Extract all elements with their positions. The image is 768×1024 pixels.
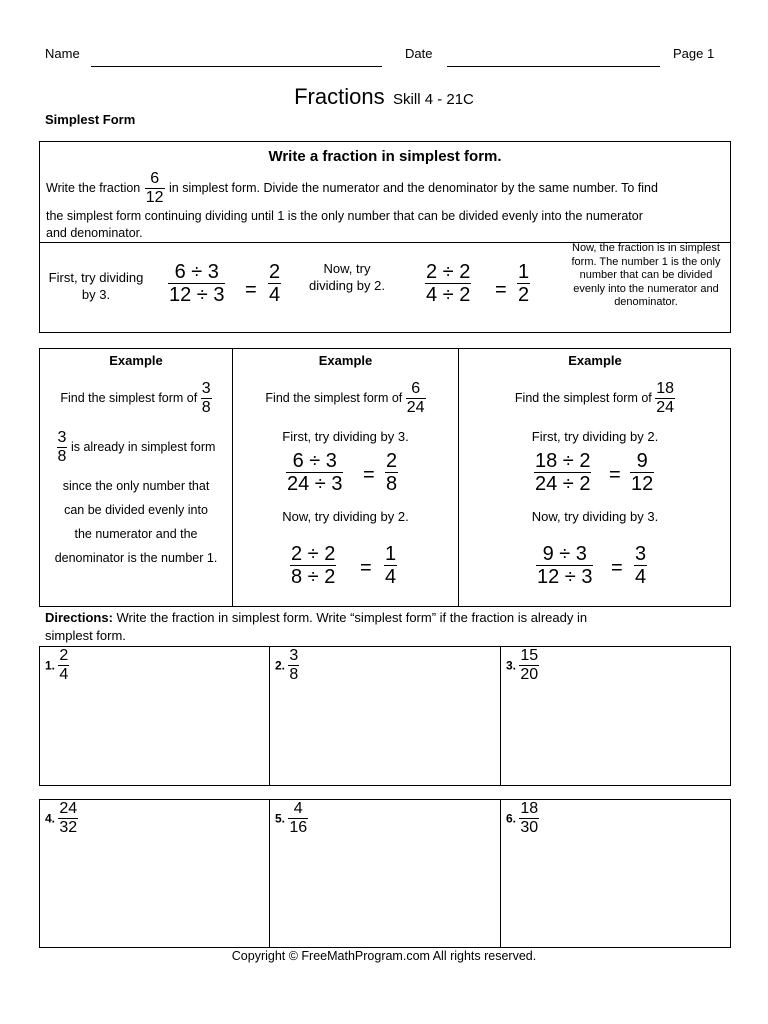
problem-row-1-divider-1 <box>269 647 270 785</box>
footer-copyright: Copyright © FreeMathProgram.com All rights reserved. <box>231 949 537 963</box>
intro-box <box>39 141 731 333</box>
example-2-step2-label: Now, try dividing by 2. <box>282 509 409 524</box>
intro-step1-label: First, try dividing by 3. <box>48 270 144 302</box>
problem-4[interactable]: 4. $\frac{24}{32}$ <box>45 800 78 836</box>
problem-row-1 <box>39 646 731 786</box>
example-3-prompt: Find the simplest form of $\frac{18}{24}$ <box>514 380 675 416</box>
directions <box>45 609 735 645</box>
intro-fraction: $\frac{6}{12}$ <box>145 170 164 206</box>
problem-row-2-divider-1 <box>269 800 270 947</box>
example-1 <box>40 349 232 565</box>
example-3-step1-equals: = <box>609 464 621 486</box>
intro-step2-result: $\frac{1}{2}$ <box>518 261 530 306</box>
problem-1[interactable]: 1. $\frac{2}{4}$ <box>45 647 69 683</box>
problem-3[interactable]: 3. $\frac{15}{20}$ <box>506 647 539 683</box>
example-1-line1: since the only number that <box>62 479 210 493</box>
intro-text-line1: Write the fraction $\frac{6}{12}$ in simplest form. Divide the numerator and the denominator by the same number. To find <box>46 170 658 206</box>
directions-text: Write the fraction in simplest form. Write “simplest form” if the fraction is already in <box>112 610 588 625</box>
example-2-step2-equals: = <box>360 557 372 579</box>
example-2-step2-fraction: $\frac{2 \div 2}{8 \div 2}$ <box>291 543 336 588</box>
example-2 <box>233 349 458 416</box>
page-title <box>0 84 768 110</box>
example-1-line4: denominator is the number 1. <box>54 551 218 565</box>
example-2-step1-label: First, try dividing by 3. <box>282 429 409 444</box>
intro-step2-equals: = <box>495 279 507 301</box>
date-field[interactable] <box>447 66 660 67</box>
intro-step1-equals: = <box>245 279 257 301</box>
intro-step1-result: $\frac{2}{4}$ <box>269 261 281 306</box>
example-3-step1-result: $\frac{9}{12}$ <box>631 450 654 495</box>
example-1-prompt: Find the simplest form of $\frac{3}{8}$ <box>60 380 211 416</box>
example-3-step2-result: $\frac{3}{4}$ <box>635 543 647 588</box>
example-1-heading: Example <box>109 353 163 368</box>
problem-5[interactable]: 5. $\frac{4}{16}$ <box>275 800 308 836</box>
intro-step1-fraction: $\frac{6 \div 3}{12 \div 3}$ <box>169 261 225 306</box>
problem-row-2 <box>39 799 731 948</box>
example-2-prompt: Find the simplest form of $\frac{6}{24}$ <box>265 380 425 416</box>
example-2-step1-equals: = <box>363 464 375 486</box>
intro-step2-label: Now, try dividing by 2. <box>309 261 385 293</box>
example-2-step1-fraction: $\frac{6 \div 3}{24 \div 3}$ <box>287 450 343 495</box>
title-main: Fractions <box>294 84 385 109</box>
example-1-line2: can be divided evenly into <box>64 503 208 517</box>
example-1-already: $\frac{3}{8}$ is already in simplest form <box>57 429 216 465</box>
page-label: Page 1 <box>673 46 715 61</box>
example-3-step1-fraction: $\frac{18 \div 2}{24 \div 2}$ <box>535 450 591 495</box>
problem-row-1-divider-2 <box>500 647 501 785</box>
intro-heading: Write a fraction in simplest form. <box>268 148 502 165</box>
example-2-step1-result: $\frac{2}{8}$ <box>386 450 398 495</box>
name-label: Name <box>45 46 80 61</box>
example-3-heading: Example <box>568 353 622 368</box>
directions-text-2: simplest form. <box>45 628 126 643</box>
example-3-step2-equals: = <box>611 557 623 579</box>
date-label: Date <box>405 46 433 61</box>
problem-row-2-divider-2 <box>500 800 501 947</box>
example-3-step2-label: Now, try dividing by 3. <box>531 509 659 524</box>
intro-text-line3: and denominator. <box>46 226 143 240</box>
intro-text-line2: the simplest form continuing dividing until 1 is the only number that can be divided evenly into the numerator <box>46 209 643 223</box>
example-1-line3: the numerator and the <box>74 527 198 541</box>
intro-note: Now, the fraction is in simplest form. The number 1 is the only number that can be divided evenly into the numerator and denominator. <box>571 242 721 308</box>
directions-label: Directions: <box>45 610 113 625</box>
examples-box <box>39 348 731 607</box>
intro-step2-fraction: $\frac{2 \div 2}{4 \div 2}$ <box>426 261 471 306</box>
problem-2[interactable]: 2. $\frac{3}{8}$ <box>275 647 299 683</box>
example-2-heading: Example <box>318 353 373 368</box>
problem-6[interactable]: 6. $\frac{18}{30}$ <box>506 800 539 836</box>
example-3-step2-fraction: $\frac{9 \div 3}{12 \div 3}$ <box>537 543 593 588</box>
title-skill: Skill 4 - 21C <box>393 91 474 108</box>
section-label: Simplest Form <box>45 112 136 127</box>
name-field[interactable] <box>91 66 382 67</box>
example-2-step2-result: $\frac{1}{4}$ <box>385 543 397 588</box>
example-3-step1-label: First, try dividing by 2. <box>531 429 659 444</box>
example-3 <box>459 349 731 416</box>
